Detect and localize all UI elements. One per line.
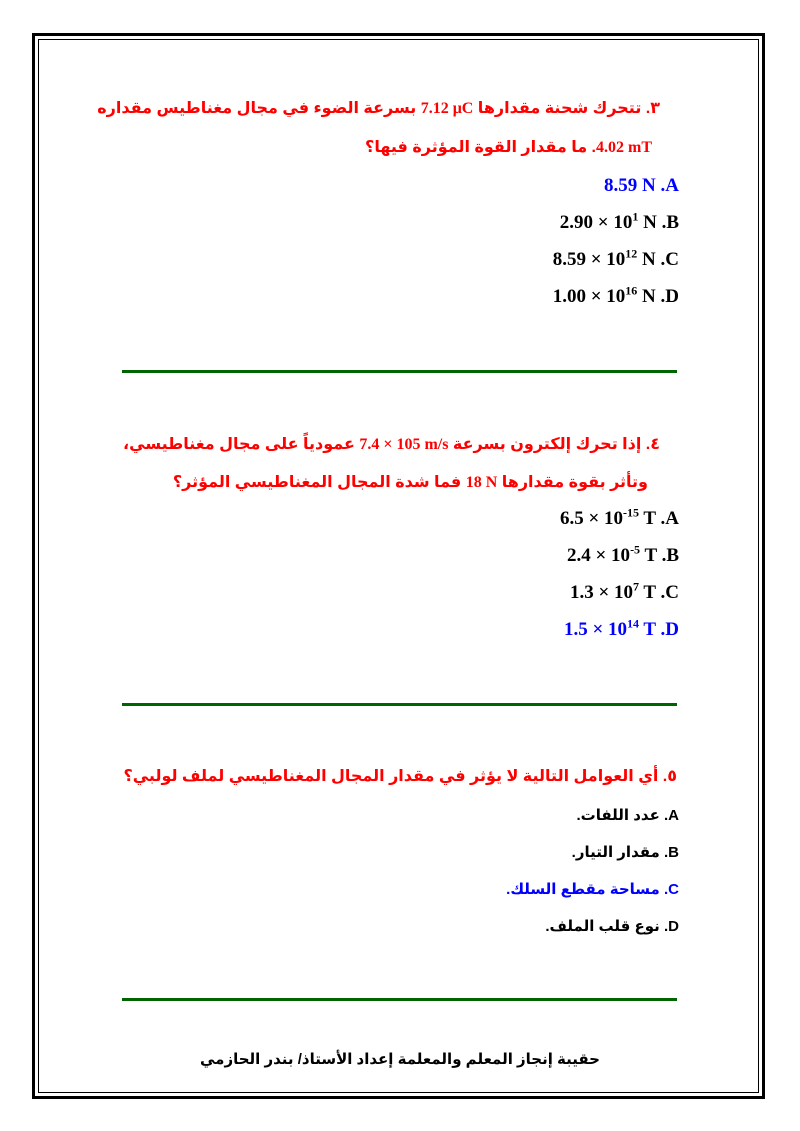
q4-option-a[interactable] [559,505,679,530]
q4-option-d-letter: .D [660,619,679,640]
q3-option-b[interactable] [559,209,679,234]
q3-text-a: ٣. تتحرك شحنة مقدارها [473,100,660,117]
q4-option-c-unit: T [639,582,656,603]
q3-question-line2 [365,137,652,157]
q5-option-a-text: . عدد اللفات. [576,807,669,824]
q5-option-b-letter: B [668,844,679,861]
q4-option-c-letter: .C [660,582,679,603]
q4-text-a: ٤. إذا تحرك إلكترون بسرعة [448,436,660,453]
q5-option-c-letter: C [668,881,679,898]
q3-option-d-letter: .D [660,286,679,307]
q5-option-c-text: . مساحة مقطع السلك. [506,881,669,898]
q4-option-d-exponent: 14 [627,616,640,631]
q3-option-b-exponent: 1 [632,209,639,224]
q3-question-line1 [97,98,660,118]
q3-option-c[interactable] [552,246,679,271]
q5-option-a-letter: A [668,807,679,824]
q4-text-d: فما شدة المجال المغناطيسي المؤثر؟ [172,474,466,491]
q4-option-b-exponent: -5 [630,542,641,557]
section-divider [122,703,677,706]
q4-option-c-exponent: 7 [633,579,640,594]
q3-option-c-unit: N [637,249,656,270]
q4-text-c: وتأثر بقوة مقدارها [497,474,648,491]
q4-option-a-value: 6.5 × 10 [559,508,624,529]
q4-option-d-value: 1.5 × 10 [563,619,628,640]
section-divider [122,998,677,1001]
q4-question-line2 [173,472,648,492]
q4-option-b-value: 2.4 × 10 [566,545,631,566]
q4-option-a-unit: T [639,508,656,529]
q4-option-c-value: 1.3 × 10 [569,582,634,603]
q3-option-c-exponent: 12 [625,246,638,261]
q5-option-d[interactable] [545,917,679,935]
q4-option-a-exponent: -15 [623,505,640,520]
q3-option-d-unit: N [637,286,656,307]
q3-option-b-letter: .B [661,212,679,233]
q3-option-c-value: 8.59 × 10 [552,249,626,270]
q3-text-b: بسرعة الضوء في مجال مغناطيس مقداره [97,100,421,117]
q3-option-b-unit: N [638,212,657,233]
q3-option-a-value: 8.59 N [604,175,656,196]
q4-text-b: عمودياً على مجال مغناطيسي، [123,436,360,453]
q3-text-c: . ما مقدار القوة المؤثرة فيها؟ [365,139,596,156]
q5-option-c[interactable] [506,880,679,898]
q5-option-b[interactable] [572,843,679,861]
q5-option-d-letter: D [668,918,679,935]
q4-option-d-unit: T [639,619,656,640]
q5-option-d-text: . نوع قلب الملف. [545,918,669,935]
q3-option-a[interactable] [604,175,679,197]
q4-option-b-unit: T [640,545,657,566]
q4-option-b-letter: .B [661,545,679,566]
q4-option-c[interactable] [569,579,679,604]
q3-field-value: 4.02 mT [596,139,652,156]
q3-option-b-value: 2.90 × 10 [559,212,633,233]
q5-option-a[interactable] [576,806,679,824]
q4-speed-value: 7.4 × 105 m/s [359,436,449,453]
section-divider [122,370,677,373]
q4-question-line1 [123,434,660,454]
q3-charge-value: 7.12 μC [420,100,474,117]
q3-option-d-exponent: 16 [625,283,638,298]
q3-option-d[interactable] [552,283,679,308]
q5-option-b-text: . مقدار التيار. [571,844,669,861]
page-footer: حقيبة إنجاز المعلم والمعلمة إعداد الأستاذ/ بندر الحازمي [200,1051,600,1068]
q4-option-b[interactable] [566,542,679,567]
q5-question: ٥. أي العوامل التالية لا يؤثر في مقدار المجال المغناطيسي لملف لولبي؟ [123,768,677,785]
q3-option-a-letter: .A [660,175,679,196]
q3-option-d-value: 1.00 × 10 [552,286,626,307]
q4-force-value: 18 N [465,474,498,491]
q3-option-c-letter: .C [660,249,679,270]
q4-option-a-letter: .A [660,508,679,529]
q4-option-d[interactable] [563,616,679,641]
